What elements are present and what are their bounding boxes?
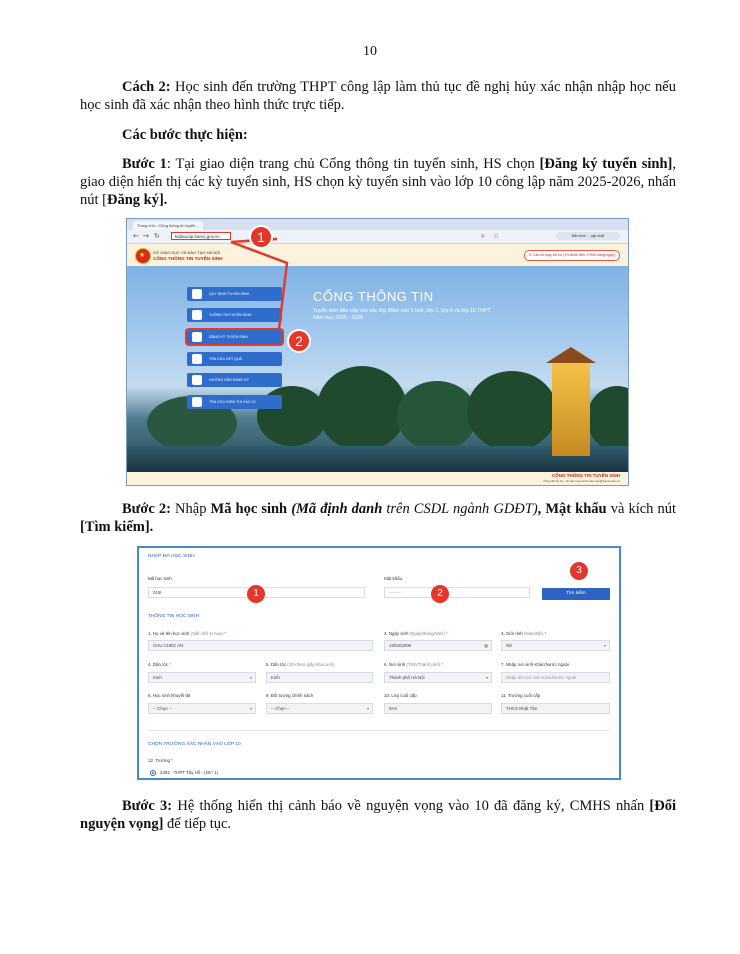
hero-title: CỔNG THÔNG TIN — [313, 289, 434, 304]
paragraph-step-2 — [80, 500, 676, 536]
step1-text-2: , giao diện hiển thị các kỳ tuyển sinh, HS chọn kỳ tuyển sinh vào lớp 10 công lập năm 2025-2026, nhấn nút [ — [80, 156, 676, 208]
step1-bold-2: Đăng ký — [106, 192, 159, 208]
step2-bold-1: Mã học sinh — [210, 501, 288, 517]
full-name-field[interactable]: CHU CHÉC AN — [148, 640, 373, 651]
step2-text-3: và kích nút — [606, 501, 676, 517]
policy-select[interactable] — [266, 703, 373, 714]
school-label-text: 12. Trường — [148, 758, 170, 763]
step2-label: Bước 2: — [122, 501, 171, 517]
search-icon[interactable]: ⌕ — [481, 232, 485, 240]
step2-text-2: , — [537, 501, 546, 517]
chevron-down-icon: ▾ — [366, 706, 369, 711]
step2-italic-1: (Mã định danh — [291, 501, 383, 517]
step-marker-1: 1 — [247, 585, 265, 603]
step3-text-1: Hệ thống hiển thị cảnh báo về nguyện vọng vào 10 đã đăng ký, CMHS nhấn — [172, 798, 650, 814]
paragraph-step-1 — [80, 155, 676, 209]
birthplace-select[interactable] — [384, 672, 492, 683]
final-school-label: 11. Trường cuối cấp — [501, 693, 541, 698]
menu-label: TRA CỨU ĐIỂM THI VÀO 10 — [209, 400, 256, 404]
step-marker-1: 1 — [249, 225, 273, 249]
annotation-arrows — [127, 219, 628, 485]
reload-icon[interactable]: ↻ — [154, 232, 160, 240]
step3-label: Bước 3: — [122, 798, 173, 814]
required-mark: * — [224, 631, 226, 636]
required-mark: * — [544, 631, 547, 636]
steps-heading — [80, 126, 676, 144]
menu-label: QUY ĐỊNH TUYỂN SINH — [209, 292, 250, 296]
browser-profile[interactable]: Bắt mình ... cập nhật — [556, 232, 620, 240]
chevron-down-icon: ▾ — [603, 643, 606, 648]
ethnicity-birth-cert-field[interactable]: Kinh — [266, 672, 373, 683]
disability-value: -- Chọn -- — [153, 706, 172, 711]
cach2-text: Học sinh đến trường THPT công lập làm thủ tục đề nghị hủy xác nhận nhập học nếu học sinh đã xác nhận theo hình thức trực tiếp. — [80, 79, 676, 113]
national-emblem-icon: ★ — [135, 248, 151, 264]
school-radio[interactable] — [150, 770, 156, 776]
bookmark-star-icon[interactable]: ☆ — [493, 232, 500, 240]
hero-subtitle-line-2: Năm học 2025 - 2026 — [313, 315, 363, 321]
section-choose-school: CHỌN TRƯỜNG XÁC NHẬN VÀO LỚP 10 — [148, 742, 241, 747]
required-mark: * — [169, 662, 171, 667]
school-option-label: 2402 - THPT Tây Hồ - (NV: 1) — [160, 770, 218, 775]
step-marker-2: 2 — [431, 585, 449, 603]
gender-label — [501, 631, 546, 636]
ethnicity-select[interactable] — [148, 672, 256, 683]
chevron-down-icon: ▾ — [249, 706, 252, 711]
site-portal-name: CỔNG THÔNG TIN TUYỂN SINH — [153, 256, 223, 261]
ethnicity-value: Kinh — [153, 675, 162, 680]
step-marker-2: 2 — [287, 329, 311, 353]
step1-label: Bước 1 — [122, 156, 167, 172]
page-number: 10 — [363, 44, 377, 59]
other-birthplace-label: 7. Nhập nơi sinh Khác/Nước ngoài — [501, 662, 569, 667]
url-field[interactable]: tsdaucap.hanoi.gov.vn — [171, 232, 231, 240]
chevron-down-icon: ▾ — [485, 675, 488, 680]
dob-label-text: 2. Ngày sinh — [384, 631, 409, 636]
dob-hint: (Ngày/tháng/năm) — [409, 631, 445, 636]
gender-value: Nữ — [506, 643, 513, 648]
cach2-label: Cách 2: — [122, 79, 171, 95]
menu-label: THÔNG TIN TUYỂN SINH — [209, 313, 252, 317]
paragraph-step-3 — [80, 797, 676, 833]
paragraph-cach-2 — [80, 78, 676, 114]
search-button[interactable]: Tìm kiếm — [542, 588, 610, 600]
policy-label: 9. Đối tượng chính sách — [266, 693, 314, 698]
policy-value: -- Chọn -- — [271, 706, 290, 711]
birthplace-label — [384, 662, 443, 667]
ethnicity-label — [148, 662, 171, 667]
birthplace-value: Thành phố Hà Nội — [389, 675, 425, 680]
browser-tab[interactable]: Trang chủ - Cổng thông tin tuyển... — [133, 221, 203, 230]
menu-label: ĐĂNG KÝ TUYỂN SINH — [209, 335, 248, 339]
full-name-label-text: 1. Họ và tên học sinh — [148, 631, 190, 636]
ethnicity-label-text: 4. Dân tộc — [148, 662, 169, 667]
section-enter-student-code: NHẬP MÃ HỌC SINH — [148, 554, 195, 559]
steps-heading-text: Các bước thực hiện: — [122, 127, 248, 143]
calendar-icon[interactable]: ▦ — [484, 643, 488, 648]
birthplace-hint: (Tỉnh/Thành phố) — [406, 662, 441, 667]
full-name-hint: (Viết chữ in hoa) — [190, 631, 223, 636]
hero-footer-title: CỔNG THÔNG TIN TUYỂN SINH — [551, 473, 620, 478]
step1-bold-1: [Đăng ký tuyển sinh] — [539, 156, 673, 172]
dob-label — [384, 631, 448, 636]
final-class-label: 10. Lớp cuối cấp — [384, 693, 417, 698]
step3-text-2: để tiếp tục. — [163, 816, 232, 832]
hero-footer-contact: Tổng đài hỗ trợ - Email: tuyensinh.dau.cap@hanoi.edu.vn — [543, 479, 620, 483]
ethnicity-birth-cert-label-text: 5. Dân tộc — [266, 662, 287, 667]
site-department-name: SỞ GIÁO DỤC VÀ ĐÀO TẠO HÀ NỘI — [153, 250, 221, 255]
school-label — [148, 758, 173, 763]
password-input[interactable]: ········ — [384, 587, 530, 598]
disability-label: 8. Học sinh khuyết tật — [148, 693, 191, 698]
birthplace-label-text: 6. Nơi sinh — [384, 662, 406, 667]
forward-icon[interactable]: → — [143, 232, 149, 240]
step2-text-1: Nhập — [170, 501, 211, 517]
gender-hint: (Nam/Nữ) — [523, 631, 544, 636]
full-name-label — [148, 631, 226, 636]
step2-bold-2: Mật khẩu — [545, 501, 607, 517]
dob-field[interactable] — [384, 640, 492, 651]
student-code-label: Mã học sinh — [148, 576, 172, 581]
portal-homepage-screenshot — [126, 218, 629, 486]
step-marker-3: 3 — [570, 562, 588, 580]
divider — [148, 730, 610, 731]
menu-label: HƯỚNG DẪN ĐĂNG KÝ — [209, 378, 249, 382]
menu-label: TRA CỨU KẾT QUẢ — [209, 357, 242, 361]
annotation-arrow-line — [231, 242, 287, 329]
required-mark: * — [441, 662, 444, 667]
step2-italic-2: trên CSDL ngành GDĐT) — [382, 501, 538, 517]
step1-text-3: ]. — [158, 192, 168, 208]
chevron-down-icon: ▾ — [249, 675, 252, 680]
student-code-input[interactable]: 015l — [148, 587, 365, 598]
back-icon[interactable]: ← — [133, 232, 139, 240]
disability-select[interactable] — [148, 703, 256, 714]
step3-bold-1: [Đổi nguyện vọng] — [80, 798, 676, 832]
student-form-screenshot — [137, 546, 621, 780]
step1-text-1: : Tại giao diện trang chủ Cổng thông tin tuyển sinh, HS chọn — [166, 156, 540, 172]
hotline-text: Các số máy hỗ trợ (Từ 8h00 đến 17h00 hàng ngày) — [532, 253, 615, 257]
dob-value: 18/03/2008 — [389, 643, 411, 648]
phone-icon: ✆ — [528, 253, 533, 257]
ethnicity-birth-cert-label — [266, 662, 335, 667]
gender-label-text: 3. Giới tính — [501, 631, 523, 636]
final-class-field[interactable]: 9A2 — [384, 703, 492, 714]
ethnicity-birth-cert-hint: (Ghi theo giấy khai sinh) — [287, 662, 335, 667]
required-mark: * — [171, 758, 173, 763]
section-student-info: THÔNG TIN HỌC SINH — [148, 614, 200, 619]
required-mark: * — [446, 631, 448, 636]
gender-select[interactable] — [501, 640, 610, 651]
final-school-field[interactable]: THCS Nhật Tân — [501, 703, 610, 714]
password-label: Mật khẩu — [384, 576, 403, 581]
step2-bold-3: [Tìm kiếm]. — [80, 519, 154, 535]
other-birthplace-input[interactable]: Nhập tên nơi sinh Khác/Nước ngoài — [501, 672, 610, 683]
hero-subtitle-line-1: Tuyển sinh đầu cấp vào các lớp Mầm non 5 tuổi, lớp 1, lớp 6 và lớp 10 THPT — [313, 308, 491, 314]
